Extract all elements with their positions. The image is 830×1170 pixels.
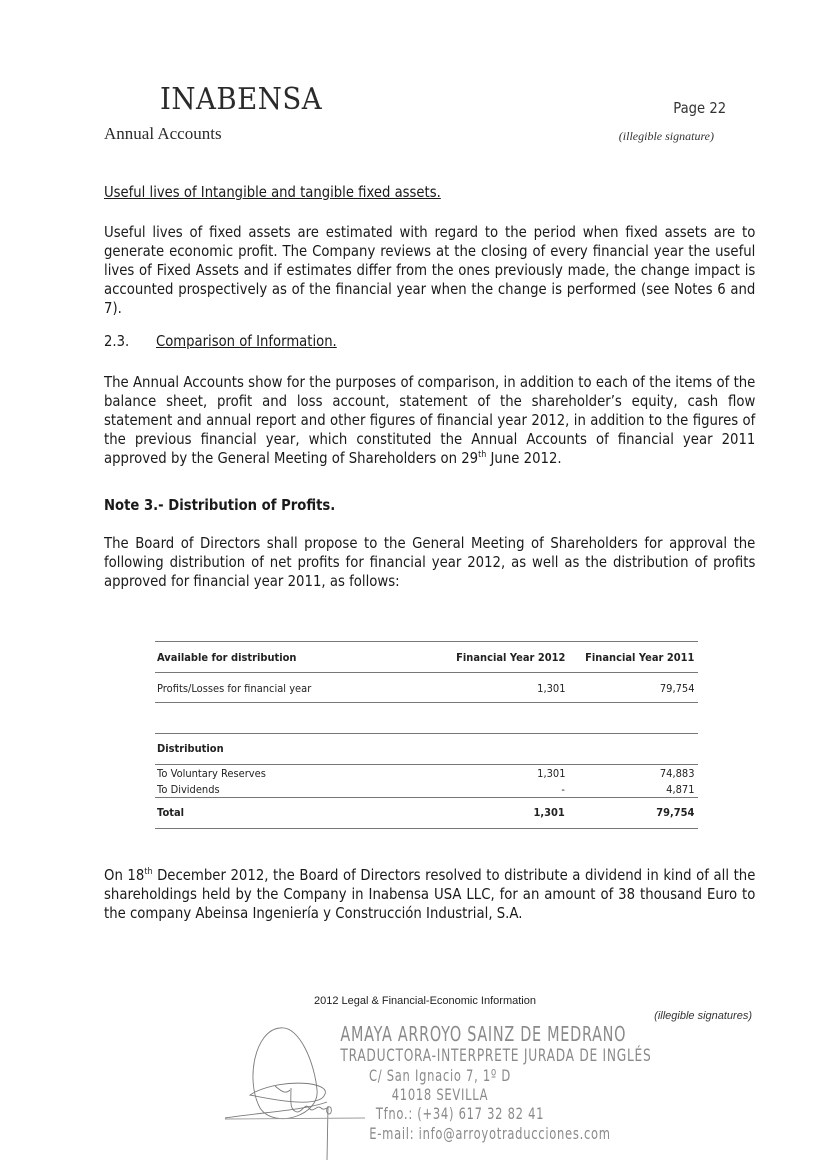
dividend-paragraph bbox=[104, 866, 755, 923]
stamp-phone: Tfno.: (+34) 617 32 82 41 bbox=[375, 1104, 545, 1123]
signature-sweep bbox=[250, 1083, 325, 1102]
footer-title: 2012 Legal & Financial-Economic Information bbox=[314, 995, 536, 1007]
document-subtitle: Annual Accounts bbox=[104, 124, 222, 143]
stamp-email: E-mail: info@arroyotraducciones.com bbox=[369, 1124, 611, 1143]
stamp-role: TRADUCTORA-INTERPRETE JURADA DE INGLÉS bbox=[340, 1046, 652, 1066]
useful-lives-heading: Useful lives of Intangible and tangible fixed assets. bbox=[104, 183, 441, 201]
table-row-fy2011: 4,871 bbox=[665, 783, 694, 796]
table-rule bbox=[155, 702, 698, 703]
signature-loop bbox=[253, 1028, 317, 1119]
signature-note: (illegible signature) bbox=[618, 129, 714, 143]
table-row-label: To Dividends bbox=[157, 783, 220, 796]
dividend-text-end: December 2012, the Board of Directors resolved to distribute a dividend in kind of all the shareholdings held by the Company in Inabensa USA LLC, for an amount of 38 thousand Euro to the company Abeinsa Ingeniería y Construcción Industrial, S.A. bbox=[104, 866, 756, 922]
note-3-paragraph: The Board of Directors shall propose to the General Meeting of Shareholders for approval the following distribution of net profits for financial year 2012, as well as the distribution of profits approved for financial year 2011, as follows: bbox=[104, 534, 756, 590]
superscript: th bbox=[478, 450, 487, 460]
stamp-name: AMAYA ARROYO SAINZ DE MEDRANO bbox=[340, 1022, 627, 1046]
table-header-fy2012: Financial Year 2012 bbox=[455, 651, 565, 664]
stamp-city: 41018 SEVILLA bbox=[391, 1085, 489, 1104]
table-row-fy2011: 74,883 bbox=[659, 767, 694, 780]
useful-lives-paragraph: Useful lives of fixed assets are estimated with regard to the period when fixed assets are to generate economic profit. The Company reviews at the closing of every financial year the useful lives of Fixed Assets and if estimates differ from the ones previously made, the change impact is accounted prospectively as of the financial year when the change is performed (see Notes 6 and 7). bbox=[104, 223, 756, 317]
useful-lives-paragraph-wrap bbox=[104, 223, 755, 318]
distribution-subheader: Distribution bbox=[157, 742, 224, 755]
table-rule bbox=[155, 672, 698, 673]
comparison-paragraph bbox=[104, 373, 755, 468]
table-header-fy2011: Financial Year 2011 bbox=[584, 651, 694, 664]
comparison-paragraph-wrap bbox=[104, 373, 755, 468]
table-row-label: Profits/Losses for financial year bbox=[157, 682, 312, 695]
comparison-heading: Comparison of Information. bbox=[156, 332, 337, 350]
footer-signature-note: (illegible signatures) bbox=[654, 1010, 752, 1022]
table-row-fy2012: 1,301 bbox=[536, 682, 565, 695]
note-3-paragraph-wrap bbox=[104, 534, 755, 591]
table-rule bbox=[155, 764, 698, 765]
table-row-fy2011: 79,754 bbox=[659, 682, 694, 695]
table-row-fy2012: 1,301 bbox=[536, 767, 565, 780]
table-row-label: To Voluntary Reserves bbox=[157, 767, 266, 780]
table-rule bbox=[155, 641, 698, 642]
dividend-paragraph-wrap bbox=[104, 866, 755, 923]
table-header-label: Available for distribution bbox=[157, 651, 297, 664]
signature-line bbox=[225, 1118, 365, 1119]
superscript: th bbox=[144, 867, 153, 877]
comparison-text: The Annual Accounts show for the purposes of comparison, in addition to each of the items of the balance sheet, profit and loss account, statement of the shareholder’s equity, cash flow statement and annual report and other figures of financial year 2012, in addition to the figures of the previous financial year, which constituted the Annual Accounts of financial year 2011 approved by the General Meeting of Shareholders on 29 bbox=[104, 373, 756, 467]
dividend-text: On 18 bbox=[104, 866, 145, 884]
section-number: 2.3. bbox=[104, 332, 130, 350]
company-logo: INABENSA bbox=[160, 82, 323, 117]
table-rule bbox=[155, 733, 698, 734]
note-3-heading: Note 3.- Distribution of Profits. bbox=[104, 496, 336, 514]
comparison-text-end: June 2012. bbox=[486, 449, 562, 467]
page-number: Page 22 bbox=[673, 99, 726, 117]
table-rule bbox=[155, 797, 698, 798]
table-rule bbox=[155, 828, 698, 829]
table-total-fy2012: 1,301 bbox=[533, 806, 565, 819]
table-total-label: Total bbox=[157, 806, 185, 819]
table-row-fy2012: - bbox=[561, 783, 565, 796]
handwritten-signature bbox=[225, 1020, 365, 1160]
signature-stroke bbox=[225, 1086, 331, 1118]
table-total-fy2011: 79,754 bbox=[655, 806, 694, 819]
stamp-street: C/ San Ignacio 7, 1º D bbox=[368, 1066, 512, 1085]
signature-tail bbox=[327, 1106, 328, 1160]
